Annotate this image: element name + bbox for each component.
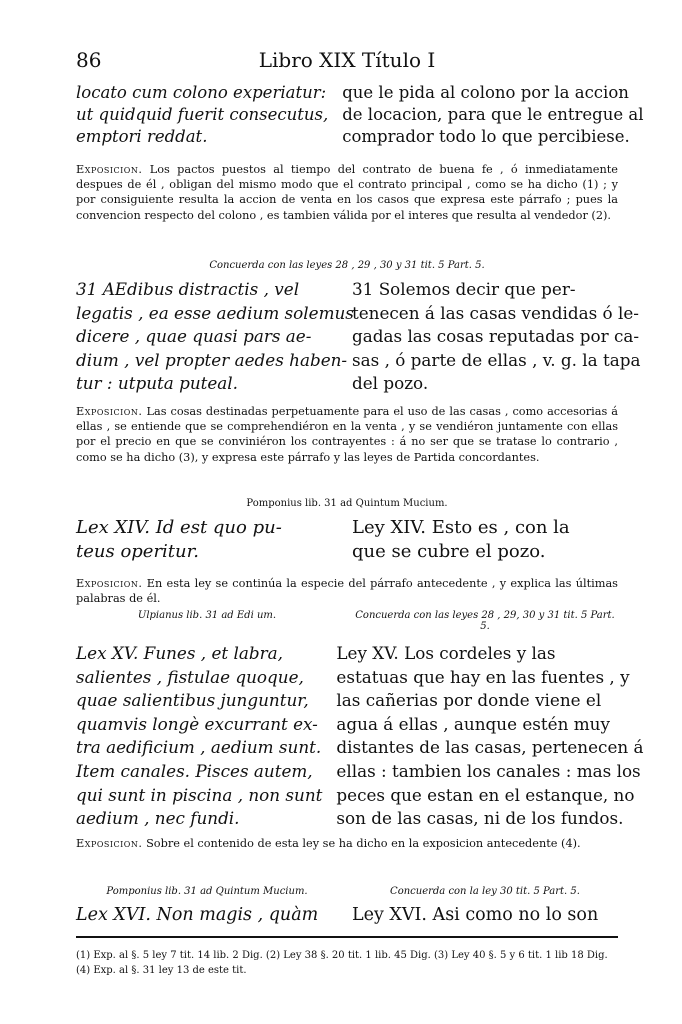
text-line: dicere , quae quasi pars ae- — [76, 326, 312, 346]
top-continuation — [76, 82, 644, 148]
text-line: Ley XVI. Asi como no lo son — [352, 905, 599, 925]
text-line: ut quidquid fuerit consecutus, — [76, 105, 329, 124]
exposicion-label: Exposicion. — [76, 577, 143, 590]
latin-column — [76, 903, 338, 927]
source-concordance-16: Concuerda con la ley 30 tit. 5 Part. 5. — [390, 886, 580, 897]
text-line: ellas : tambien los canales : mas los — [336, 760, 641, 781]
text-line: del pozo. — [352, 373, 429, 393]
spanish-column — [342, 82, 643, 148]
sources-15 — [76, 610, 618, 632]
text-line: aedium , nec fundi. — [76, 808, 240, 829]
latin-column — [76, 642, 322, 831]
spanish-column — [336, 642, 643, 831]
latin-column — [76, 82, 328, 148]
exposicion-3 — [76, 576, 618, 606]
lex-16 — [76, 903, 618, 927]
exposicion-label: Exposicion. — [76, 837, 143, 850]
running-title: Libro XIX Título I — [258, 48, 436, 72]
paragraph-31 — [76, 278, 641, 396]
text-line: teus operitur. — [76, 541, 199, 562]
text-line: Lex XV. Funes , et labra, — [76, 643, 283, 663]
text-line: son de las casas, ni de los fundos. — [336, 808, 624, 829]
text-line: tur : utputa puteal. — [76, 373, 239, 393]
text-line: Lex XVI. Non magis , quàm — [76, 905, 319, 925]
spanish-column — [352, 516, 618, 564]
page-number: 86 — [76, 48, 102, 72]
text-line: Ley XIV. Esto es , con la — [352, 517, 570, 538]
text-line: de locacion, para que le entregue al — [342, 105, 644, 124]
text-line: estatuas que hay en las fuentes , y — [336, 666, 630, 687]
concordance-note: Concuerda con las leyes 28 , 29 , 30 y 31 tit. 5 Part. 5. — [209, 260, 485, 271]
exposicion-2 — [76, 404, 618, 465]
footnotes: (1) Exp. al §. 5 ley 7 tit. 14 lib. 2 Dig. (2) Ley 38 §. 20 tit. 1 lib. 45 Dig. (3) Ley 40 §. 5 y 6 tit. 1 lib 18 Dig. (4) Exp. al §. 31 ley 13 de este tit. — [76, 950, 608, 976]
exposicion-label: Exposicion. — [76, 405, 143, 418]
spanish-column — [352, 903, 618, 927]
exposicion-text: Las cosas destinadas perpetuamente para el uso de las casas , como accesorias á ellas , se entiende que se comprehendiéron en la venta , y se vendiéron juntamente con ellas por el precio en que se conviniéron los contrayentes : á no ser que se tratase lo contrario , como se ha dicho (3), y expresa este párrafo y las leyes de Partida concordantes. — [76, 405, 619, 464]
text-line: Item canales. Pisces autem, — [76, 760, 313, 781]
text-line: legatis , ea esse aedium solemus — [76, 302, 354, 323]
text-line: que se cubre el pozo. — [352, 541, 546, 562]
source-pomponius-16: Pomponius lib. 31 ad Quintum Mucium. — [106, 886, 308, 897]
text-line: qui sunt in piscina , non sunt — [76, 784, 323, 805]
text-line: emptori reddat. — [76, 127, 208, 146]
text-line: sas , ó parte de ellas , v. g. la tapa — [352, 349, 641, 370]
exposicion-label: Exposicion. — [76, 163, 143, 176]
text-line: Lex XIV. Id est quo pu- — [76, 517, 282, 538]
text-line: tenecen á las casas vendidas ó le- — [352, 302, 639, 323]
text-line: 31 Solemos decir que per- — [352, 279, 576, 299]
source-ulpianus: Ulpianus lib. 31 ad Edi um. — [137, 610, 277, 621]
text-line: gadas las cosas reputadas por ca- — [352, 326, 640, 346]
text-line: salientes , fistulae quoque, — [76, 666, 304, 687]
exposicion-text: En esta ley se continúa la especie del párrafo antecedente , y explica las últimas palabras de él. — [76, 577, 618, 606]
exposicion-4 — [76, 836, 618, 851]
latin-column — [76, 516, 338, 564]
lex-14 — [76, 516, 618, 564]
text-line: Ley XV. Los cordeles y las — [336, 643, 556, 663]
exposicion-text: Sobre el contenido de esta ley se ha dicho en la exposicion antecedente (4). — [146, 837, 581, 850]
text-line: tra aedificium , aedium sunt. — [76, 737, 322, 758]
page-header — [76, 48, 618, 76]
text-line: comprador todo lo que percibiese. — [342, 127, 630, 146]
source-concordance-15: Concuerda con las leyes 28 , 29, 30 y 31 tit. 5 Part. 5. — [355, 610, 615, 632]
text-line: quamvis longè excurrant ex- — [76, 713, 318, 734]
source-pomponius-14: Pomponius lib. 31 ad Quintum Mucium. — [246, 498, 448, 509]
text-line: distantes de las casas, pertenecen á — [336, 737, 644, 758]
latin-column — [76, 278, 354, 396]
exposicion-1 — [76, 162, 618, 223]
text-line: locato cum colono experiatur: — [76, 83, 327, 102]
text-line: agua á ellas , aunque estén muy — [336, 713, 610, 734]
spanish-column — [352, 278, 641, 396]
text-line: dium , vel propter aedes haben- — [76, 349, 348, 370]
text-line: que le pida al colono por la accion — [342, 83, 629, 102]
text-line: quae salientibus junguntur, — [76, 690, 309, 711]
sources-16 — [76, 886, 618, 897]
exposicion-text: Los pactos puestos al tiempo del contrato de buena fe , ó inmediatamente despues de él , obligan del mismo modo que el contrato principal , como se ha dicho (1) ; y por consiguiente resulta la accion de venta en los casos que expresa este párrafo ; pues la convencion respecto del colono , es tambien válida por el interes que resulta al vendedor (2). — [76, 163, 618, 222]
text-line: peces que estan en el estanque, no — [336, 784, 635, 805]
text-line: 31 AEdibus distractis , vel — [76, 279, 300, 299]
lex-15 — [76, 642, 644, 831]
footnote-rule — [76, 936, 618, 938]
text-line: las cañerias por donde viene el — [336, 690, 602, 711]
